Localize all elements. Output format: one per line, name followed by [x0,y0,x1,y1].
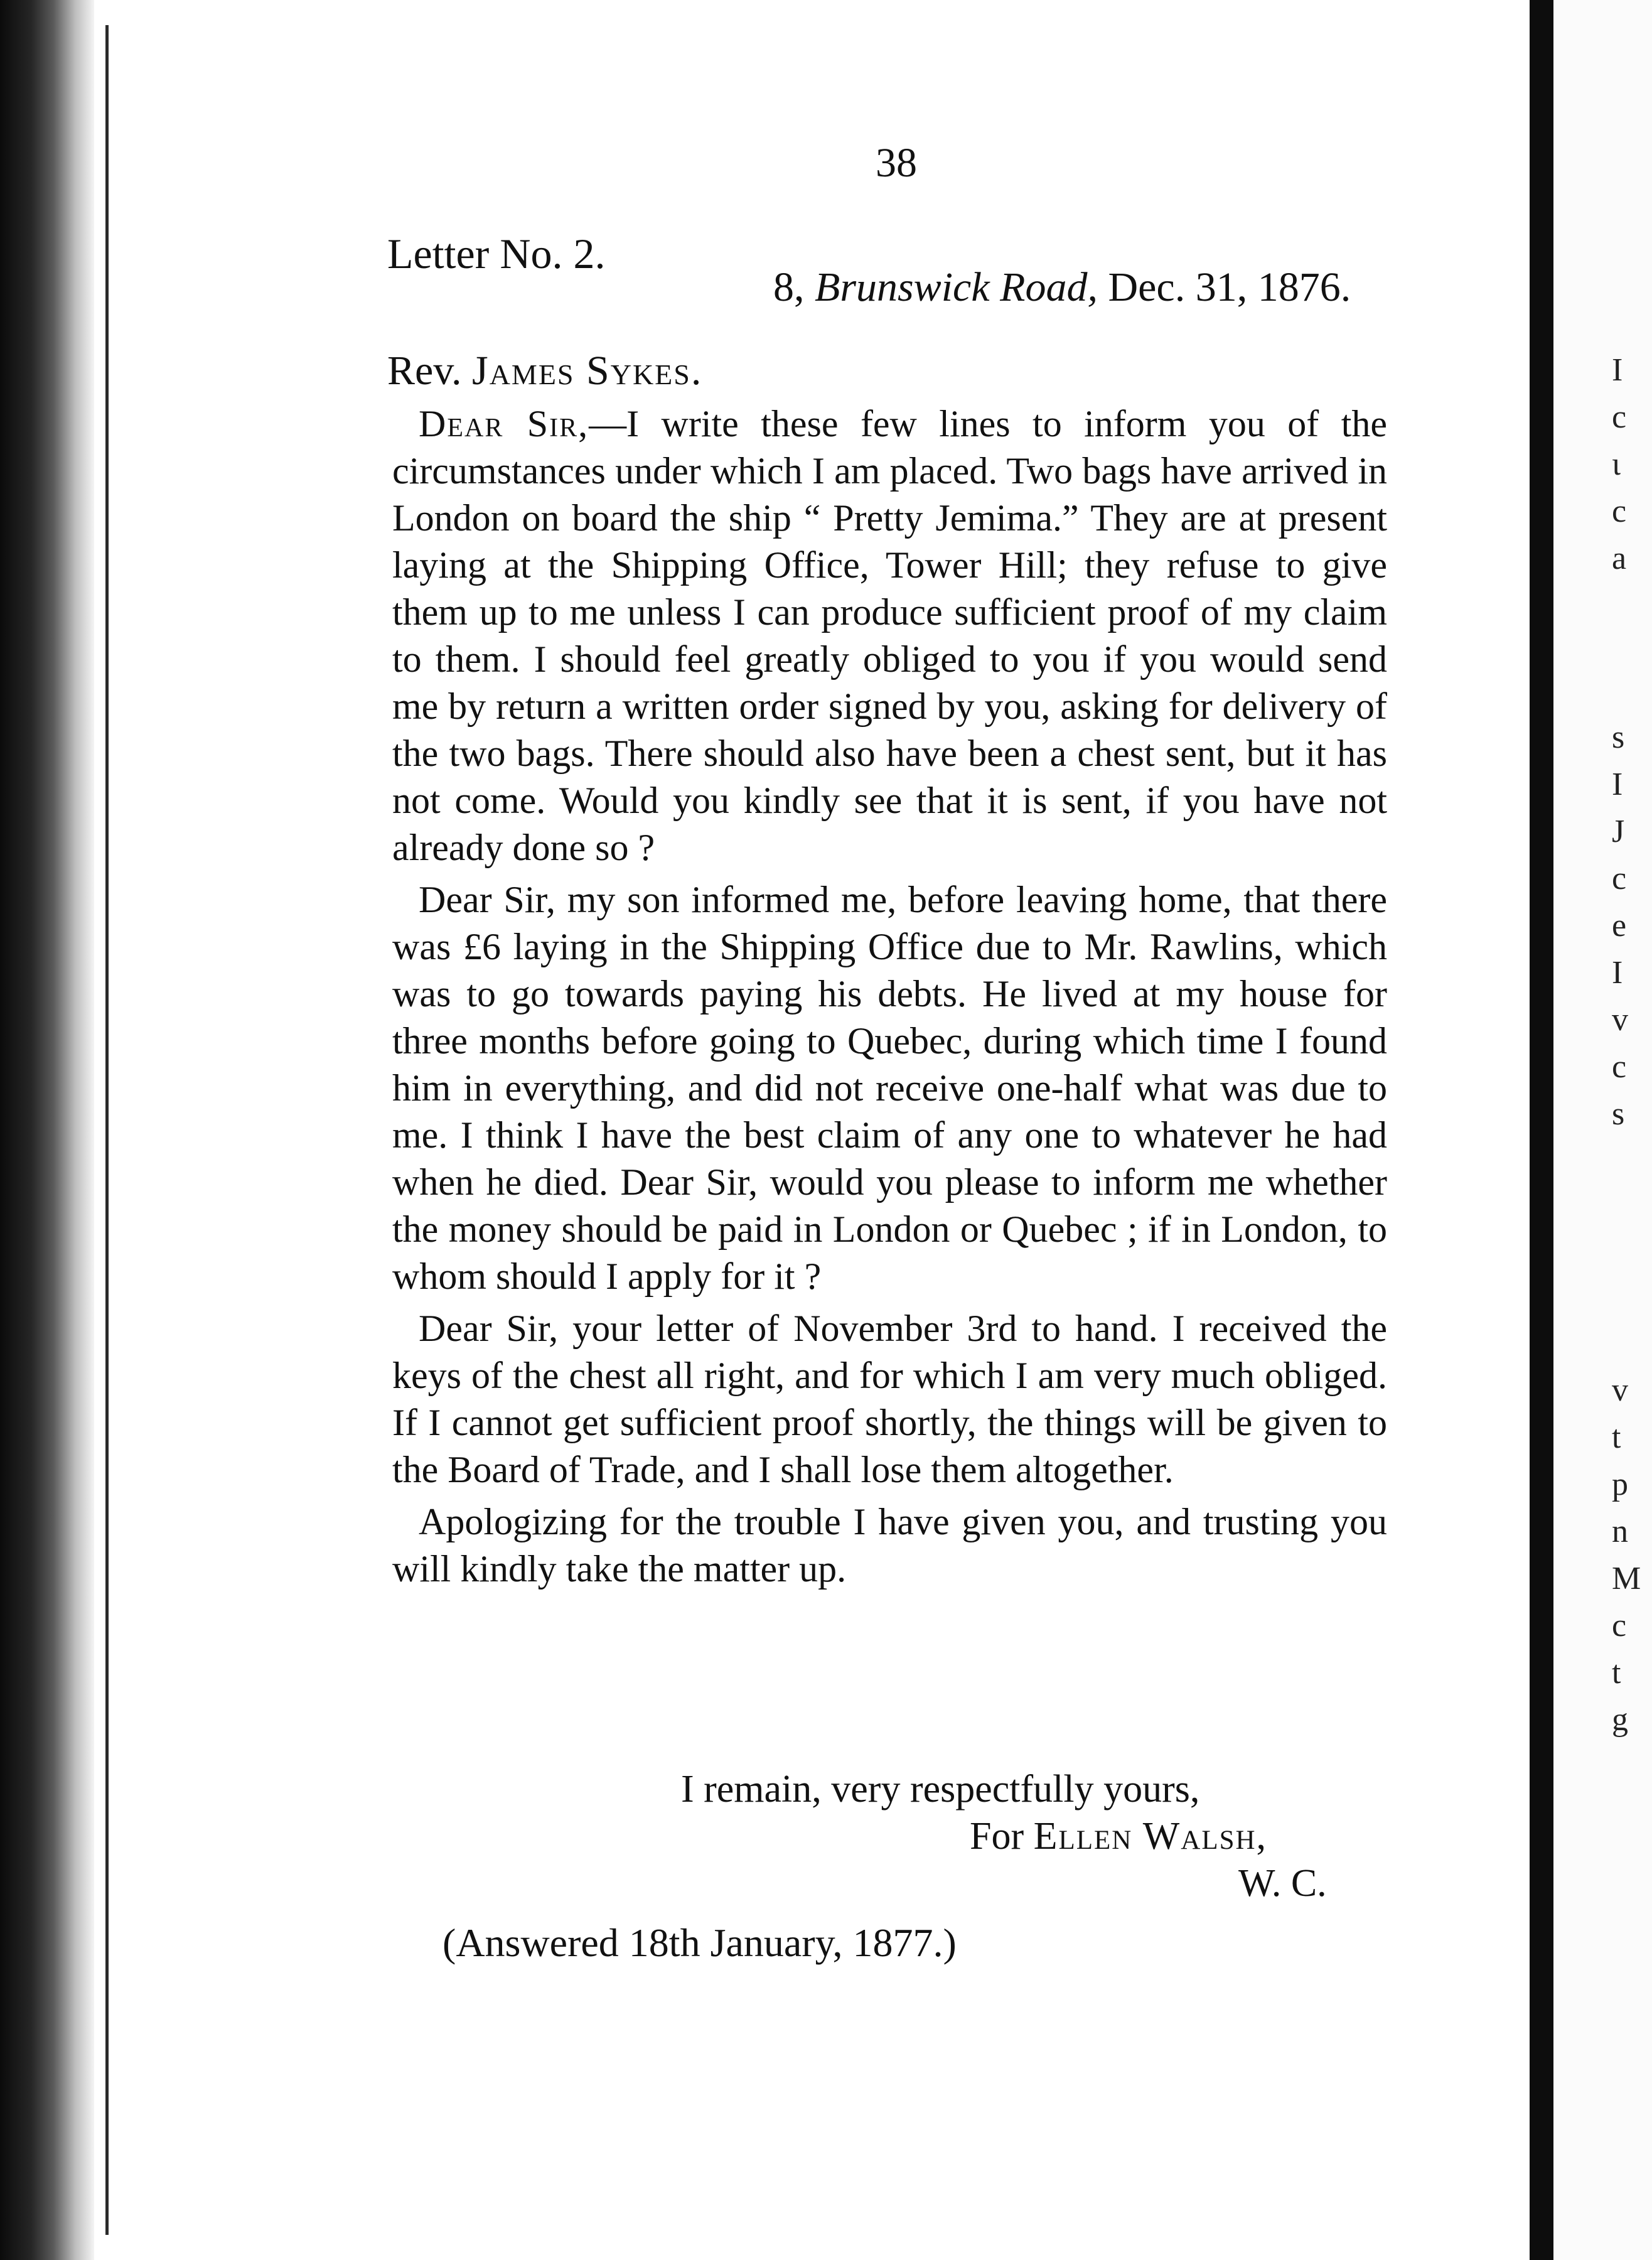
paragraph: Dear Sir, your letter of November 3rd to hand. I received the keys of the chest all right, and for which I am very much obliged. If I cannot get sufficient proof shortly, the things will be given to the Board of Trade, and I shall lose them altogether. [392,1308,1387,1490]
letter-body [392,401,1387,1598]
signature-initials: W. C. [1238,1862,1327,1905]
fragment: g [1612,1702,1628,1738]
fragment: I [1612,352,1623,388]
paragraph: Dear Sir, my son informed me, before leaving home, that there was £6 laying in the Shipping Office due to Mr. Rawlins, which was to go towards paying his debts. He lived at my house for three months before going to Quebec, during which time I found him in everything, and did not receive one-half what was due to me. I think I have the best claim of any one to whatever he had when he died. Dear Sir, would you please to inform me whether the money should be paid in London or Quebec ; if in London, to whom should I apply for it ? [392,879,1387,1297]
fragment: t [1612,1419,1621,1455]
fragment: s [1612,1096,1625,1132]
paragraph: Apologizing for the trouble I have given you, and trusting you will kindly take the matter up. [392,1501,1387,1590]
fragment: e [1612,908,1627,944]
signature-name: Ellen Walsh, [1033,1815,1268,1858]
signature [970,1814,1267,1859]
signature-prefix: For [970,1815,1034,1858]
recipient-prefix: Rev. [387,348,473,394]
address-date: Dec. 31, 1876. [1097,264,1351,310]
fragment: I [1612,955,1623,991]
fragment: v [1612,1372,1628,1408]
fragment: M [1612,1561,1641,1596]
fragment: I [1612,767,1623,802]
paragraph [392,401,1387,871]
fragment: ι [1612,446,1621,482]
fragment: v [1612,1002,1628,1038]
page-number: 38 [876,140,917,186]
fragment: c [1612,1608,1627,1644]
closing-line: I remain, very respectfully yours, [681,1768,1200,1811]
salutation: Dear Sir, [419,403,589,444]
letter-heading: Letter No. 2. [387,230,606,277]
fragment: a [1612,541,1627,576]
fragment: c [1612,1049,1627,1085]
address-street: Brunswick Road, [815,264,1098,310]
fragment: c [1612,861,1627,896]
answered-note: (Answered 18th January, 1877.) [442,1920,957,1965]
fragment: c [1612,399,1627,435]
fragment: J [1612,814,1625,849]
recipient-name: James Sykes. [472,348,703,394]
address-prefix: 8, [773,264,815,310]
paragraph-text: —I write these few lines to inform you of the circumstances under which I am placed. Two bags have arrived in London on board the ship “ Pretty Jemima.” They are at present laying at the Shipping Office, Tower Hill; they refuse to give them up to me unless I can produce sufficient proof of my claim to them. I should feel greatly obliged to you if you would send me by return a written order signed by you, asking for delivery of the two bags. There should also have been a chest sent, but it has not come. Would you kindly see that it is sent, if you have not already done so ? [392,403,1387,868]
fragment: c [1612,493,1627,529]
fragment: t [1612,1655,1621,1691]
letter-recipient [387,347,702,395]
fragment: n [1612,1514,1628,1549]
fragment: p [1612,1466,1628,1502]
letter-address [773,264,1351,311]
fragment: s [1612,719,1625,755]
